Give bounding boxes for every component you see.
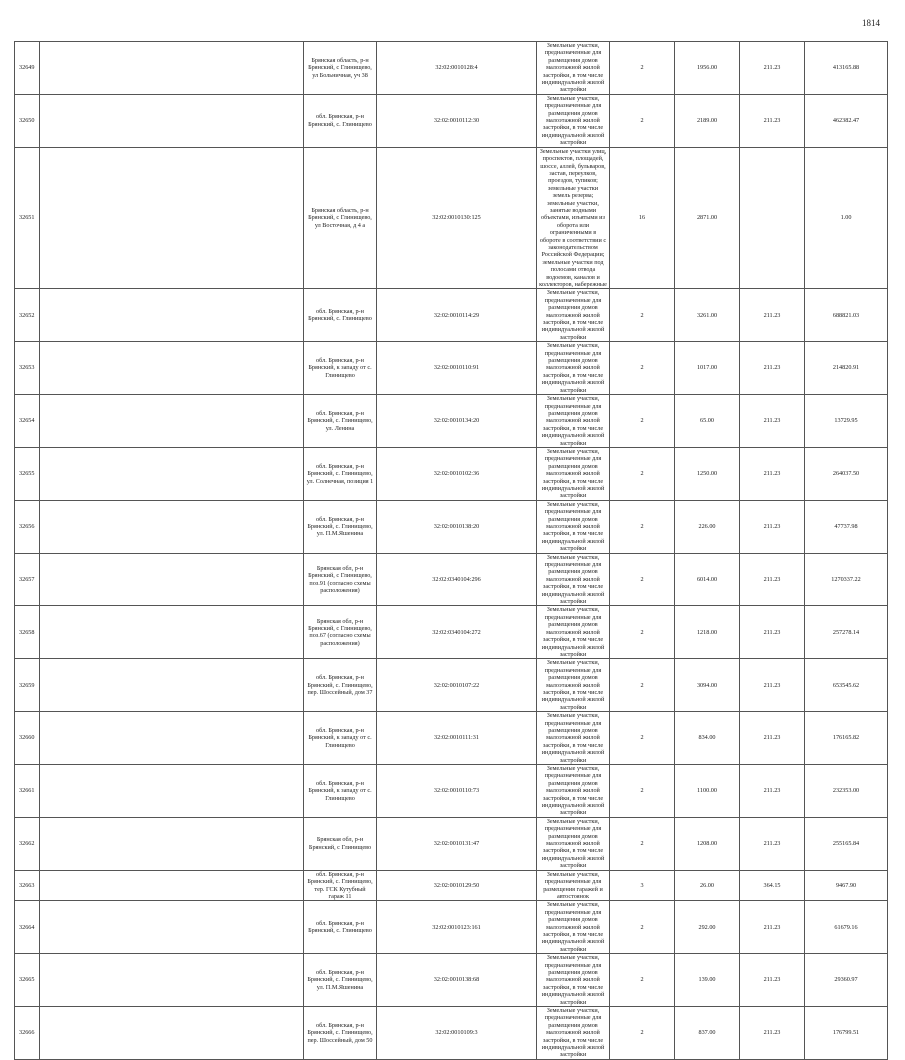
cell-cadastral-number: 32:02:0010110:91 — [377, 342, 537, 395]
cell-rate: 211.23 — [740, 712, 805, 765]
cell-land-use: Земельные участки, предназначенные для размещения домов малоэтажной жилой застройки, в том числе индивидуальной жилой застройки — [537, 954, 610, 1007]
table-row — [15, 1007, 888, 1060]
cell-land-use: Земельные участки, предназначенные для размещения гаражей и автостоянок — [537, 870, 610, 901]
cell-rate: 211.23 — [740, 954, 805, 1007]
cell-cadastral-number: 32:02:0010138:20 — [377, 500, 537, 553]
cell-address: обл. Брянская, р-н Брянский, с. Глинищево, тер. ГСК Кутубный гараж 11 — [304, 870, 377, 901]
cell-cadastral-value: 61679.16 — [805, 901, 888, 954]
table-row — [15, 42, 888, 95]
cell-area: 3261.00 — [675, 289, 740, 342]
cell-cadastral-value: 413165.88 — [805, 42, 888, 95]
table-row — [15, 500, 888, 553]
cell-id: 32651 — [15, 147, 40, 289]
cell-group: 2 — [610, 606, 675, 659]
cell-address: обл. Брянская, р-н Брянский, с. Глинищево — [304, 901, 377, 954]
cell-area: 834.00 — [675, 712, 740, 765]
cell-cadastral-value: 462382.47 — [805, 94, 888, 147]
cell-cadastral-value: 255165.84 — [805, 817, 888, 870]
cell-rate: 211.23 — [740, 395, 805, 448]
table-row — [15, 870, 888, 901]
cell-cadastral-value: 232353.00 — [805, 765, 888, 818]
cell-cadastral-value: 176165.82 — [805, 712, 888, 765]
cell-rate: 211.23 — [740, 765, 805, 818]
cell-group: 2 — [610, 954, 675, 1007]
cell-cadastral-number: 32:02:0010131:47 — [377, 817, 537, 870]
cell-blank — [40, 342, 304, 395]
cell-id: 32655 — [15, 447, 40, 500]
cell-area: 65.00 — [675, 395, 740, 448]
cell-cadastral-number: 32:02:0010102:36 — [377, 447, 537, 500]
cell-blank — [40, 553, 304, 606]
registry-body — [15, 42, 888, 1060]
cell-area: 139.00 — [675, 954, 740, 1007]
cell-cadastral-number: 32:02:0010111:31 — [377, 712, 537, 765]
cell-rate: 211.23 — [740, 1007, 805, 1060]
cell-id: 32662 — [15, 817, 40, 870]
cell-address: Брянская обл, р-н Брянский, с Глинищево, поз.67 (согласно схемы расположения) — [304, 606, 377, 659]
cell-rate: 211.23 — [740, 659, 805, 712]
cell-rate: 211.23 — [740, 901, 805, 954]
table-row — [15, 606, 888, 659]
cell-blank — [40, 712, 304, 765]
cell-group: 2 — [610, 42, 675, 95]
table-row — [15, 817, 888, 870]
cell-cadastral-number: 32:02:0340104:272 — [377, 606, 537, 659]
cell-land-use: Земельные участки, предназначенные для размещения домов малоэтажной жилой застройки, в том числе индивидуальной жилой застройки — [537, 712, 610, 765]
cadastral-registry-table — [14, 41, 888, 1060]
cell-area: 26.00 — [675, 870, 740, 901]
cell-land-use: Земельные участки, предназначенные для размещения домов малоэтажной жилой застройки, в том числе индивидуальной жилой застройки — [537, 817, 610, 870]
cell-blank — [40, 817, 304, 870]
cell-area: 1017.00 — [675, 342, 740, 395]
cell-area: 1956.00 — [675, 42, 740, 95]
cell-area: 3094.00 — [675, 659, 740, 712]
cell-cadastral-number: 32:02:0010107:22 — [377, 659, 537, 712]
table-row — [15, 553, 888, 606]
cell-cadastral-number: 32:02:0010134:20 — [377, 395, 537, 448]
cell-id: 32653 — [15, 342, 40, 395]
table-row — [15, 342, 888, 395]
table-row — [15, 712, 888, 765]
cell-cadastral-value: 688821.03 — [805, 289, 888, 342]
cell-blank — [40, 395, 304, 448]
cell-id: 32661 — [15, 765, 40, 818]
table-row — [15, 395, 888, 448]
cell-land-use: Земельные участки, предназначенные для размещения домов малоэтажной жилой застройки, в том числе индивидуальной жилой застройки — [537, 447, 610, 500]
table-row — [15, 447, 888, 500]
cell-id: 32660 — [15, 712, 40, 765]
cell-land-use: Земельные участки, предназначенные для размещения домов малоэтажной жилой застройки, в том числе индивидуальной жилой застройки — [537, 901, 610, 954]
table-row — [15, 954, 888, 1007]
cell-rate: 364.15 — [740, 870, 805, 901]
cell-cadastral-value: 29360.97 — [805, 954, 888, 1007]
cell-blank — [40, 901, 304, 954]
cell-rate: 211.23 — [740, 342, 805, 395]
cell-blank — [40, 447, 304, 500]
cell-address: обл. Брянская, р-н Брянский, с. Глинищево, пер. Шоссейный, дом 50 — [304, 1007, 377, 1060]
cell-land-use: Земельные участки, предназначенные для размещения домов малоэтажной жилой застройки, в том числе индивидуальной жилой застройки — [537, 342, 610, 395]
cell-blank — [40, 659, 304, 712]
cell-group: 2 — [610, 289, 675, 342]
cell-id: 32658 — [15, 606, 40, 659]
cell-cadastral-value: 13729.95 — [805, 395, 888, 448]
cell-blank — [40, 147, 304, 289]
cell-id: 32664 — [15, 901, 40, 954]
cell-group: 3 — [610, 870, 675, 901]
cell-id: 32650 — [15, 94, 40, 147]
cell-land-use: Земельные участки, предназначенные для размещения домов малоэтажной жилой застройки, в том числе индивидуальной жилой застройки — [537, 289, 610, 342]
cell-land-use: Земельные участки, предназначенные для размещения домов малоэтажной жилой застройки, в том числе индивидуальной жилой застройки — [537, 395, 610, 448]
cell-rate: 211.23 — [740, 606, 805, 659]
cell-land-use: Земельные участки, предназначенные для размещения домов малоэтажной жилой застройки, в том числе индивидуальной жилой застройки — [537, 94, 610, 147]
cell-group: 2 — [610, 94, 675, 147]
cell-group: 16 — [610, 147, 675, 289]
cell-cadastral-number: 32:02:0010138:68 — [377, 954, 537, 1007]
cell-cadastral-number: 32:02:0010109:3 — [377, 1007, 537, 1060]
cell-area: 2871.00 — [675, 147, 740, 289]
cell-blank — [40, 870, 304, 901]
cell-cadastral-value: 264037.50 — [805, 447, 888, 500]
cell-cadastral-value: 214820.91 — [805, 342, 888, 395]
cell-address: обл. Брянская, р-н Брянский, к западу от с. Глинищево — [304, 342, 377, 395]
cell-land-use: Земельные участки, предназначенные для размещения домов малоэтажной жилой застройки, в том числе индивидуальной жилой застройки — [537, 500, 610, 553]
cell-id: 32665 — [15, 954, 40, 1007]
cell-id: 32649 — [15, 42, 40, 95]
cell-cadastral-number: 32:02:0010123:161 — [377, 901, 537, 954]
cell-address: обл. Брянская, р-н Брянский, с. Глинищево — [304, 94, 377, 147]
cell-rate: 211.23 — [740, 817, 805, 870]
cell-blank — [40, 289, 304, 342]
cell-area: 1100.00 — [675, 765, 740, 818]
cell-cadastral-number: 32:02:0010128:4 — [377, 42, 537, 95]
cell-rate: 211.23 — [740, 289, 805, 342]
cell-blank — [40, 42, 304, 95]
cell-area: 1250.00 — [675, 447, 740, 500]
cell-land-use: Земельные участки, предназначенные для размещения домов малоэтажной жилой застройки, в том числе индивидуальной жилой застройки — [537, 42, 610, 95]
cell-rate: 211.23 — [740, 42, 805, 95]
cell-address: обл. Брянская, р-н Брянский, к западу от с. Глинищево — [304, 712, 377, 765]
cell-address: Брянская обл, р-н Брянский, с Глинищево, поз.91 (согласно схемы расположения) — [304, 553, 377, 606]
cell-rate — [740, 147, 805, 289]
cell-land-use: Земельные участки, предназначенные для размещения домов малоэтажной жилой застройки, в том числе индивидуальной жилой застройки — [537, 659, 610, 712]
cell-area: 226.00 — [675, 500, 740, 553]
cell-id: 32652 — [15, 289, 40, 342]
cell-blank — [40, 606, 304, 659]
cell-area: 6014.00 — [675, 553, 740, 606]
cell-group: 2 — [610, 901, 675, 954]
cell-id: 32659 — [15, 659, 40, 712]
cell-group: 2 — [610, 1007, 675, 1060]
cell-blank — [40, 500, 304, 553]
cell-address: Брянская обл, р-н Брянский, с Глинищево — [304, 817, 377, 870]
cell-area: 1218.00 — [675, 606, 740, 659]
cell-address: обл. Брянская, р-н Брянский, с. Глинищево, ул. Ленина — [304, 395, 377, 448]
page-number: 1814 — [862, 18, 880, 28]
cell-cadastral-number: 32:02:0010112:30 — [377, 94, 537, 147]
cell-address: обл. Брянская, р-н Брянский, с. Глинищево, ул. Солнечная, позиция 1 — [304, 447, 377, 500]
cell-blank — [40, 1007, 304, 1060]
cell-land-use: Земельные участки, предназначенные для размещения домов малоэтажной жилой застройки, в том числе индивидуальной жилой застройки — [537, 765, 610, 818]
cell-area: 837.00 — [675, 1007, 740, 1060]
cell-cadastral-number: 32:02:0340104:296 — [377, 553, 537, 606]
cell-cadastral-value: 9467.90 — [805, 870, 888, 901]
cell-group: 2 — [610, 765, 675, 818]
cell-address: Брянская область, р-н Брянский, с Глинищево, ул Восточная, д 4 а — [304, 147, 377, 289]
cell-id: 32654 — [15, 395, 40, 448]
cell-address: обл. Брянская, р-н Брянский, к западу от с. Глинищево — [304, 765, 377, 818]
cell-area: 292.00 — [675, 901, 740, 954]
cell-group: 2 — [610, 712, 675, 765]
cell-id: 32656 — [15, 500, 40, 553]
cell-group: 2 — [610, 342, 675, 395]
cell-land-use: Земельные участки, предназначенные для размещения домов малоэтажной жилой застройки, в том числе индивидуальной жилой застройки — [537, 553, 610, 606]
cell-address: обл. Брянская, р-н Брянский, с. Глинищево — [304, 289, 377, 342]
cell-group: 2 — [610, 659, 675, 712]
table-row — [15, 94, 888, 147]
cell-land-use: Земельные участки, предназначенные для размещения домов малоэтажной жилой застройки, в том числе индивидуальной жилой застройки — [537, 1007, 610, 1060]
cell-cadastral-value: 47737.98 — [805, 500, 888, 553]
cell-id: 32663 — [15, 870, 40, 901]
cell-cadastral-value: 176799.51 — [805, 1007, 888, 1060]
cell-cadastral-value: 653545.62 — [805, 659, 888, 712]
table-row — [15, 765, 888, 818]
cell-rate: 211.23 — [740, 500, 805, 553]
table-row — [15, 901, 888, 954]
cell-cadastral-value: 257278.14 — [805, 606, 888, 659]
cell-area: 1208.00 — [675, 817, 740, 870]
cell-cadastral-value: 1270337.22 — [805, 553, 888, 606]
cell-rate: 211.23 — [740, 94, 805, 147]
cell-blank — [40, 954, 304, 1007]
cell-blank — [40, 94, 304, 147]
cell-id: 32666 — [15, 1007, 40, 1060]
table-row — [15, 289, 888, 342]
cell-id: 32657 — [15, 553, 40, 606]
cell-land-use: Земельные участки, предназначенные для размещения домов малоэтажной жилой застройки, в том числе индивидуальной жилой застройки — [537, 606, 610, 659]
cell-address: обл. Брянская, р-н Брянский, с. Глинищево, пер. Шоссейный, дом 37 — [304, 659, 377, 712]
table-row — [15, 147, 888, 289]
cell-address: обл. Брянская, р-н Брянский, с. Глинищево, ул. П.М.Яшенина — [304, 954, 377, 1007]
cell-rate: 211.23 — [740, 447, 805, 500]
cell-address: Брянская область, р-н Брянский, с Глинищево, ул Больничная, уч 38 — [304, 42, 377, 95]
cell-blank — [40, 765, 304, 818]
cell-land-use: Земельные участки улиц, проспектов, площадей, шоссе, аллей, бульваров, застав, переулков, проездов, тупиков; земельные участки земель резерва; земельные участки, занятые водными объектами, изъятыми из оборота или ограниченными в обороте в соответствии с законодательством Российской Федерации; земельные участки под полосами отвода водоемов, каналов и коллекторов, набережные — [537, 147, 610, 289]
cell-group: 2 — [610, 395, 675, 448]
cell-group: 2 — [610, 500, 675, 553]
cell-group: 2 — [610, 817, 675, 870]
table-row — [15, 659, 888, 712]
cell-cadastral-number: 32:02:0010129:50 — [377, 870, 537, 901]
cell-area: 2189.00 — [675, 94, 740, 147]
cell-cadastral-value: 1.00 — [805, 147, 888, 289]
cell-cadastral-number: 32:02:0010130:125 — [377, 147, 537, 289]
cell-group: 2 — [610, 553, 675, 606]
cell-cadastral-number: 32:02:0010114:29 — [377, 289, 537, 342]
cell-group: 2 — [610, 447, 675, 500]
cell-address: обл. Брянская, р-н Брянский, с. Глинищево, ул. П.М.Яшенина — [304, 500, 377, 553]
cell-rate: 211.23 — [740, 553, 805, 606]
cell-cadastral-number: 32:02:0010110:73 — [377, 765, 537, 818]
